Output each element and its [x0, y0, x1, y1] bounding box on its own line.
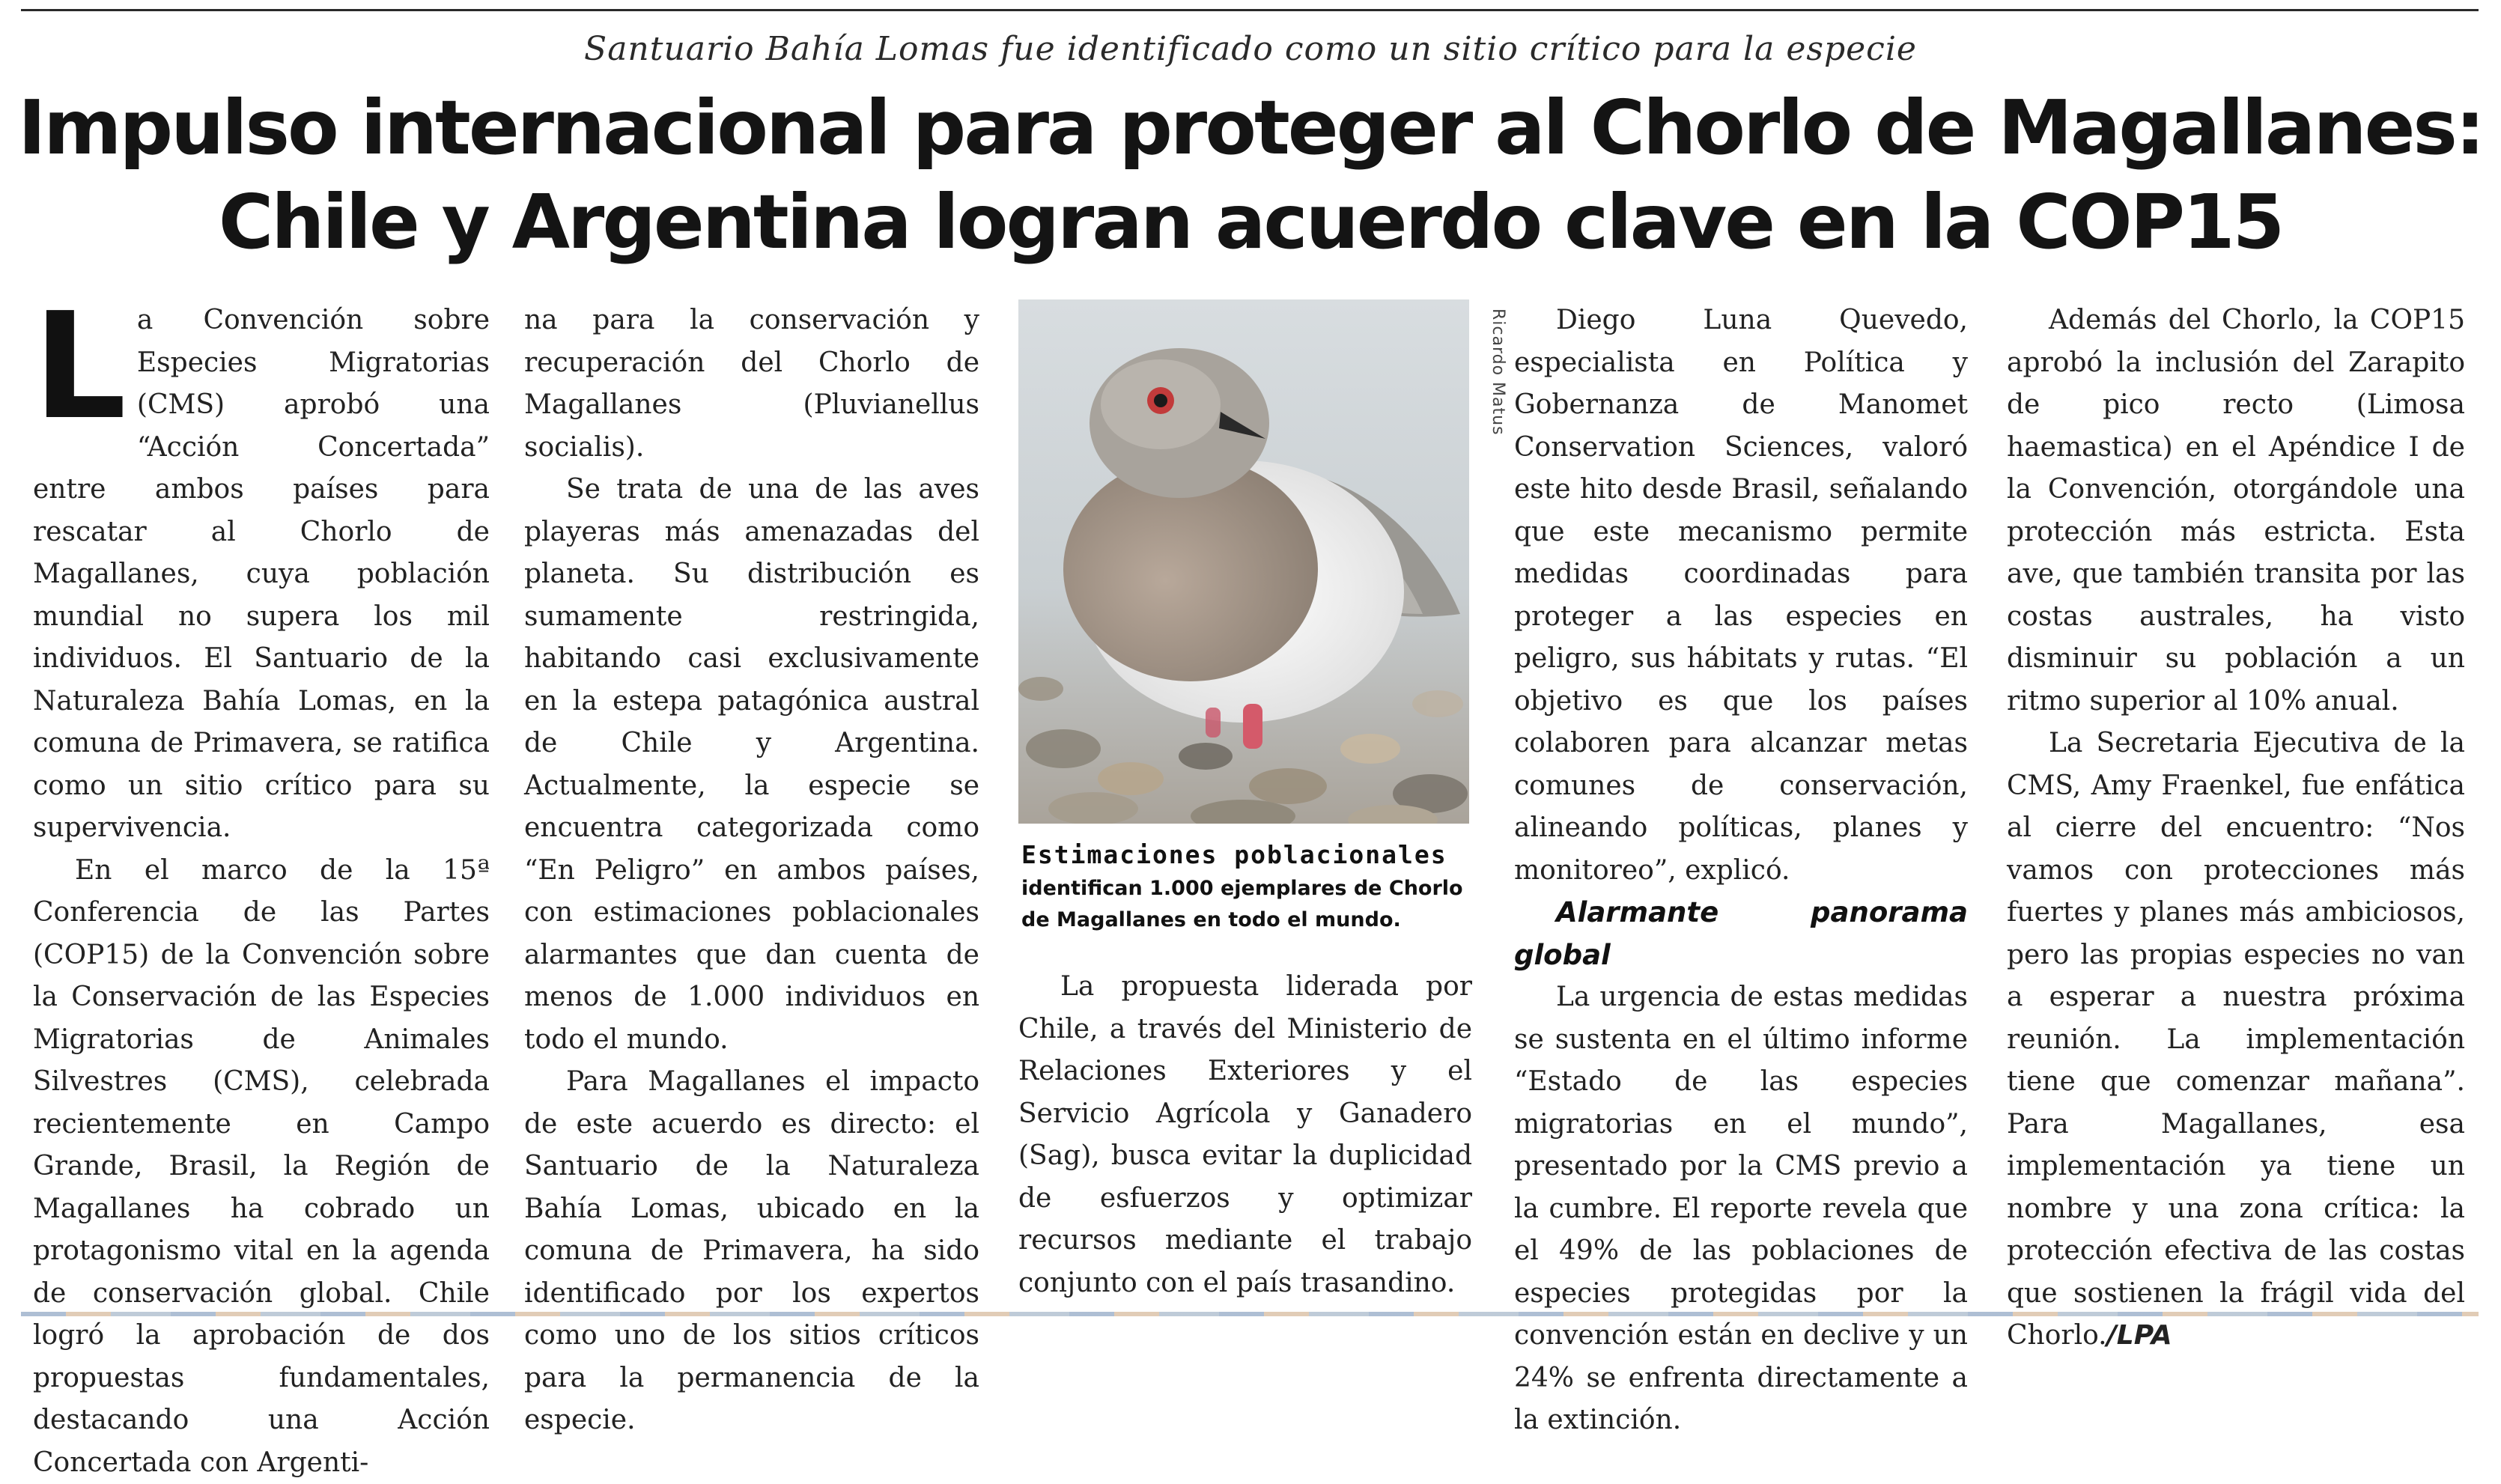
- column-1-paragraph-1: La Convención sobre Especies Migratorias (CMS) aprobó una “Acción Concertada” entre ambos países para rescatar al Chorlo de Magallanes, cuya población mundial no supera los mil individuos. El Santuario de la Naturaleza Bahía Lomas, en la comuna de Primavera, se ratifica como un sitio crítico para su supervivencia.: [33, 299, 490, 850]
- column-1-paragraph-2: En el marco de la 15ª Conferencia de las Partes (COP15) de la Convención sobre la Conservación de las Especies Migratorias de Animales Silvestres (CMS), celebrada recientemente en Campo Grande, Brasil, la Región de Magallanes ha cobrado un protagonismo vital en la agenda de conservación global. Chile logró la aprobación de dos propuestas fundamentales, destacando una Acción Concertada con Argenti-: [33, 850, 490, 1484]
- photo-caption-title: Estimaciones poblacionales: [1021, 840, 1475, 869]
- column-5-paragraph-1: Además del Chorlo, la COP15 aprobó la inclusión del Zarapito de pico recto (Limosa haemastica) en el Apéndice I de la Convención, otorgándole una protección más estricta. Esta ave, que también transita por las costas australes, ha visto disminuir su población a un ritmo superior al 10% anual.: [2007, 299, 2465, 723]
- article-headline: [0, 81, 2501, 270]
- top-rule: [21, 9, 2479, 11]
- photo-caption-body: identifican 1.000 ejemplares de Chorlo de Magallanes en todo el mundo.: [1021, 873, 1475, 936]
- plover-bird-image: [1018, 299, 1469, 824]
- column-4-paragraph-1: Diego Luna Quevedo, especialista en Política y Gobernanza de Manomet Conservation Sciences, valoró este hito desde Brasil, señalando que este mecanismo permite medidas coordinadas para proteger a las especies en peligro, sus hábitats y rutas. “El objetivo es que los países colaboren para alcanzar metas comunes de conservación, alineando políticas, planes y monitoreo”, explicó.: [1514, 299, 1968, 892]
- drop-cap: L: [33, 307, 127, 427]
- bottom-rule: [21, 1312, 2479, 1316]
- column-2-paragraph-3: Para Magallanes el impacto de este acuerdo es directo: el Santuario de la Naturaleza Bahía Lomas, ubicado en la comuna de Primavera, ha sido identificado por los expertos como uno de los sitios críticos para la permanencia de la especie.: [524, 1061, 979, 1442]
- plover-photo: [1018, 299, 1469, 824]
- author-signature: /LPA: [2107, 1320, 2172, 1351]
- article-column-5: [2007, 299, 2465, 1357]
- column-2-paragraph-1: na para la conservación y recuperación del Chorlo de Magallanes (Pluvianellus socialis).: [524, 299, 979, 469]
- article-column-3: [1018, 966, 1472, 1304]
- article-column-1: [33, 299, 490, 1484]
- article-column-4: [1514, 299, 1968, 1442]
- article-column-2: [524, 299, 979, 1442]
- headline-line-2: Chile y Argentina logran acuerdo clave en la COP15: [0, 175, 2501, 270]
- column-5-paragraph-2: La Secretaria Ejecutiva de la CMS, Amy Fraenkel, fue enfática al cierre del encuentro: “Nos vamos con protecciones más fuertes y planes más ambiciosos, pero las propias especies no van a esperar a nuestra próxima reunión. La implementación tiene que comenzar mañana”. Para Magallanes, esa implementación ya tiene un nombre y una zona crítica: la protección efectiva de las costas que sostienen la frágil vida del Chorlo./LPA: [2007, 723, 2465, 1357]
- photo-credit: Ricardo Matus: [1489, 308, 1507, 436]
- headline-line-1: Impulso internacional para proteger al Chorlo de Magallanes:: [0, 81, 2501, 175]
- column-4-paragraph-2: La urgencia de estas medidas se sustenta en el último informe “Estado de las especies migratorias en el mundo”, presentado por la CMS previo a la cumbre. El reporte revela que el 49% de las poblaciones de especies protegidas por la convención están en declive y un 24% se enfrenta directamente a la extinción.: [1514, 976, 1968, 1442]
- column-3-paragraph-1: La propuesta liderada por Chile, a través del Ministerio de Relaciones Exteriores y el Servicio Agrícola y Ganadero (Sag), busca evitar la duplicidad de esfuerzos y optimizar recursos mediante el trabajo conjunto con el país trasandino.: [1018, 966, 1472, 1304]
- article-kicker: Santuario Bahía Lomas fue identificado como un sitio crítico para la especie: [0, 30, 2501, 68]
- section-subhead: Alarmante panorama global: [1514, 892, 1968, 976]
- column-2-paragraph-2: Se trata de una de las aves playeras más amenazadas del planeta. Su distribución es sumamente restringida, habitando casi exclusivamente en la estepa patagónica austral de Chile y Argentina. Actualmente, la especie se encuentra categorizada como “En Peligro” en ambos países, con estimaciones poblacionales alarmantes que dan cuenta de menos de 1.000 individuos en todo el mundo.: [524, 469, 979, 1061]
